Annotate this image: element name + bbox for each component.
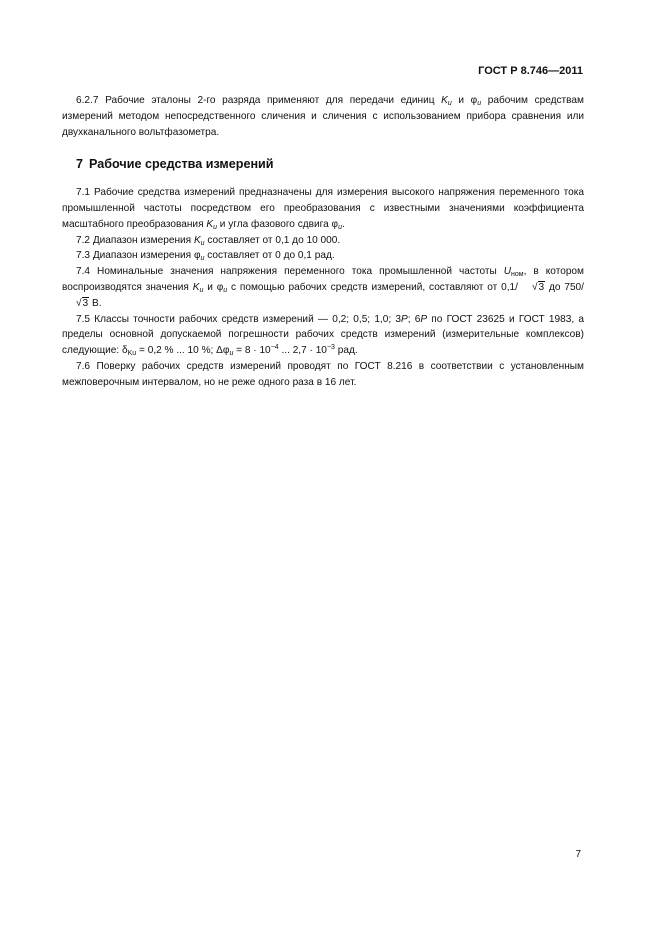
paragraph-7-6: 7.6 Поверку рабочих средств измерений проводят по ГОСТ 8.216 в соответствии с установленным межповерочным интервалом, но не реже одного раза в 16 лет. — [62, 360, 584, 388]
document-body — [62, 93, 584, 391]
page-number: 7 — [575, 849, 581, 860]
document-code-header: ГОСТ Р 8.746—2011 — [478, 65, 583, 77]
sqrt-symbol: √3 — [531, 281, 545, 293]
sqrt-symbol: √3 — [76, 297, 89, 309]
section-7-heading: 7 Рабочие средства измерений — [76, 157, 274, 172]
paragraph-7-4: 7.4 Номинальные значения напряжения переменного тока промышленной частоты $U_{ном}$, в котором воспроизводятся значения $K_u$ и $\varphi_u$ с помощью рабочих средств измерений, составляют от 0,1/ √3 до 750/√3 В. — [62, 264, 584, 311]
paragraph-7-5: 7.5 Классы точности рабочих средств измерений — 0,2; 0,5; 1,0; 3P; 6P по ГОСТ 23625 и ГОСТ 1983, а пределы основной допускаемой погрешности рабочих средств измерений (измерительные комплексов) следующие: $\delta_{Ku} = 0,2$ % ... 10 %; $\Delta\varphi_u = 8 \cdot 10^{-4}$ ... $2,7 \cdot 10^{-3}$ рад. — [62, 313, 584, 358]
paragraph-7-2: 7.2 Диапазон измерения $K_u$ составляет от 0,1 до 10 000. — [76, 234, 341, 247]
paragraph-7-3: 7.3 Диапазон измерения $\varphi_u$ составляет от 0 до 0,1 рад. — [76, 250, 335, 263]
paragraph-6-2-7: 6.2.7 Рабочие эталоны 2-го разряда применяют для передачи единиц $K_u$ и $\varphi_u$ рабочим средствам измерений методом непосредственного сличения и сличения с использованием прибора сравнения или двухканального вольтфазометра. — [62, 95, 584, 138]
paragraph-7-1: 7.1 Рабочие средства измерений предназначены для измерения высокого напряжения переменного тока промышленной частоты посредством его преобразования с известными значениями коэффициента масштабного преобразования $K_u$ и угла фазового сдвига $\varphi_u$. — [62, 187, 584, 231]
